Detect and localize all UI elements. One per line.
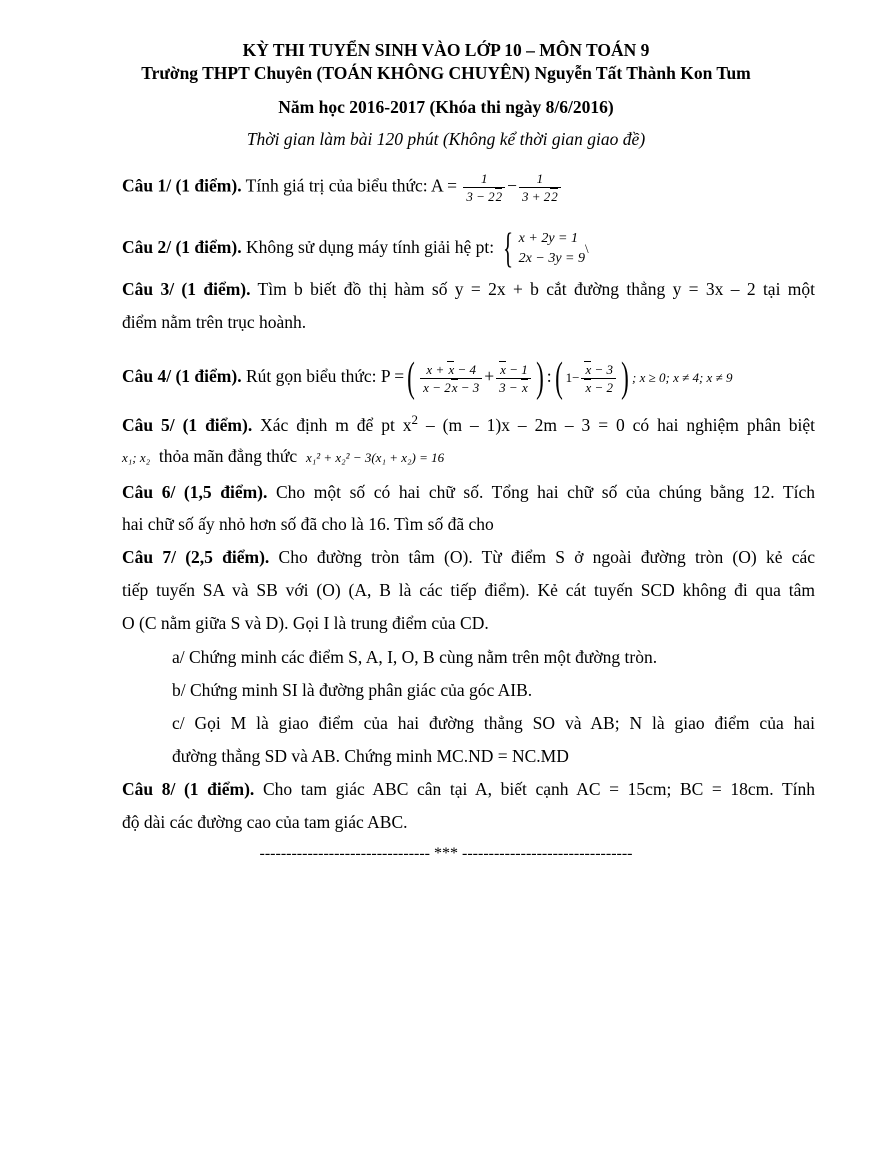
- question-6-cont: hai chữ số ấy nhỏ hơn số đã cho là 16. Tìm số đã cho: [122, 514, 494, 534]
- end-separator: -------------------------------- *** --------------------------------: [259, 845, 633, 862]
- question-7b: b/ Chứng minh SI là đường phân giác của góc AIB.: [172, 680, 533, 700]
- school-year: Năm học 2016-2017 (Khóa thi ngày 8/6/2016): [278, 97, 614, 117]
- question-2: Câu 2/ (1 điểm). Không sử dụng máy tính giải hệ pt: { x + 2y = 1 2x − 3y = 9\: [122, 226, 589, 272]
- question-7: Câu 7/ (2,5 điểm). Cho đường tròn tâm (O). Từ điểm S ở ngoài đường tròn (O) kẻ các: [122, 547, 816, 567]
- question-4: Câu 4/ (1 điểm). Rút gọn biểu thức: P =( $\frac{x + x - 4}{x - 2x - 3}$ + $\frac{x - 1}{3 - x}$ ) :( 1− $\frac{x - 3}{x - 2}$ ) ; x ≥ 0; x ≠ 4; x ≠ 9: [122, 355, 733, 401]
- q4-fraction-2: $\frac{x - 1}{3 - x}$: [496, 361, 531, 396]
- question-8: Câu 8/ (1 điểm). Cho tam giác ABC cân tại A, biết cạnh AC = 15cm; BC = 18cm. Tính: [122, 779, 816, 799]
- question-1: Câu 1/ (1 điểm). Tính giá trị của biểu thức: A = $\frac{1}{3 - 22}$ − $\frac{1}{3 + 22}$: [122, 170, 815, 205]
- question-7c-cont: đường thẳng SD và AB. Chứng minh MC.ND = NC.MD: [172, 746, 569, 766]
- question-7-line2: tiếp tuyến SA và SB với (O) (A, B là các tiếp điểm). Kẻ cát tuyến SCD không đi qua tâm: [122, 580, 815, 600]
- question-7a: a/ Chứng minh các điểm S, A, I, O, B cùng nằm trên một đường tròn.: [172, 647, 658, 667]
- q4-fraction-3: $\frac{x - 3}{x - 2}$: [581, 361, 616, 396]
- question-7-line3: O (C nằm giữa S và D). Gọi I là trung điểm của CD.: [122, 613, 489, 633]
- question-8-cont: độ dài các đường cao của tam giác ABC.: [122, 812, 408, 832]
- q4-fraction-1: $\frac{x + x - 4}{x - 2x - 3}$: [420, 361, 482, 396]
- question-5-cont: x₁; x₂ thỏa mãn đẳng thức x₁² + x₂² − 3(x₁ + x₂) = 16: [122, 446, 445, 466]
- exam-title: KỲ THI TUYỂN SINH VÀO LỚP 10 – MÔN TOÁN 9: [242, 40, 650, 60]
- question-3-cont: điểm nằm trên trục hoành.: [122, 312, 307, 332]
- school-name: Trường THPT Chuyên (TOÁN KHÔNG CHUYÊN) Nguyễn Tất Thành Kon Tum: [141, 63, 751, 83]
- exam-duration: Thời gian làm bài 120 phút (Không kể thời gian giao đề): [246, 129, 646, 149]
- question-5: Câu 5/ (1 điểm). Xác định m để pt $x^2 - (m - 1)x - 2m - 3 = 0$ có hai nghiệm phân biệt: [122, 412, 815, 435]
- question-7c: c/ Gọi M là giao điểm của hai đường thẳng SO và AB; N là giao điểm của hai: [172, 713, 815, 733]
- q1-fraction-1: $\frac{1}{3 - 22}$: [463, 170, 505, 205]
- question-6: Câu 6/ (1,5 điểm). Cho một số có hai chữ số. Tổng hai chữ số của chúng bằng 12. Tích: [122, 482, 816, 502]
- question-3: Câu 3/ (1 điểm). Tìm b biết đồ thị hàm số y = 2x + b cắt đường thẳng y = 3x – 2 tại một: [122, 279, 816, 299]
- q2-system: x + 2y = 1 2x − 3y = 9: [518, 231, 585, 266]
- q1-fraction-2: $\frac{1}{3 + 22}$: [519, 170, 561, 205]
